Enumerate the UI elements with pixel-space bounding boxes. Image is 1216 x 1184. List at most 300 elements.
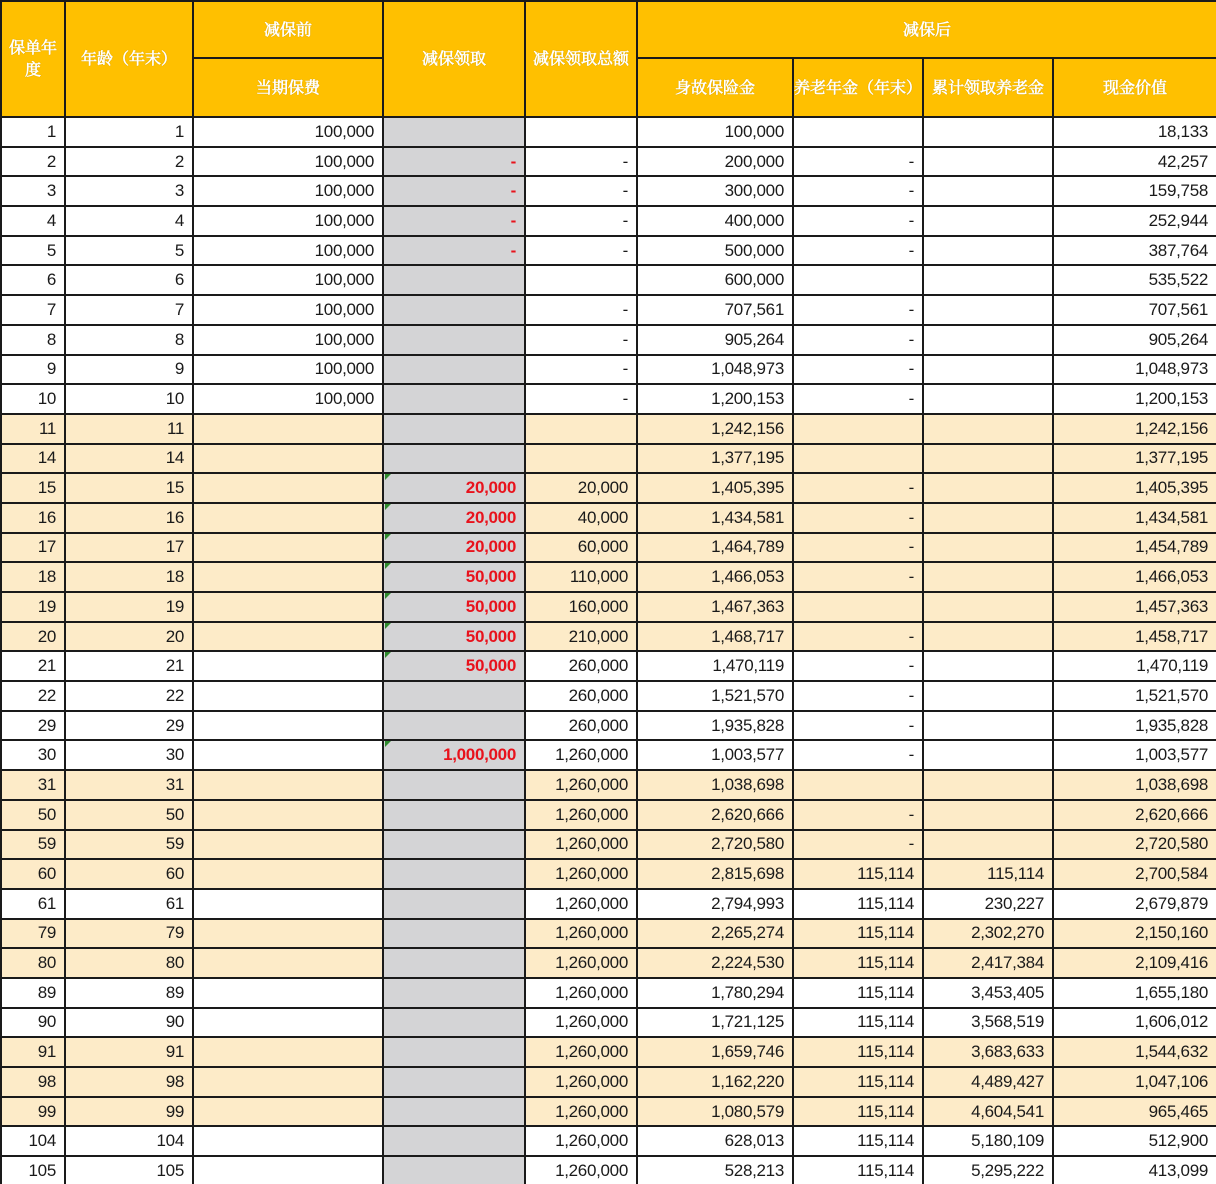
cell-cash-value-value: 1,048,973 — [1135, 359, 1209, 379]
cell-death-benefit — [637, 444, 793, 474]
cell-current-premium — [193, 711, 383, 741]
cell-cash-value — [1053, 503, 1216, 533]
cell-withdrawal-total — [525, 1037, 637, 1067]
cell-policy-year — [1, 265, 65, 295]
cell-policy-year — [1, 176, 65, 206]
cell-annuity-value: - — [908, 804, 914, 824]
table-body — [1, 117, 1216, 1184]
cell-death-benefit — [637, 978, 793, 1008]
cell-current-premium — [193, 503, 383, 533]
table-row — [1, 473, 1216, 503]
cell-withdrawal — [383, 948, 525, 978]
cell-policy-year — [1, 830, 65, 860]
cell-withdrawal-total-value: - — [622, 299, 628, 319]
cell-death-benefit — [637, 1156, 793, 1184]
cell-current-premium — [193, 889, 383, 919]
table-row — [1, 1037, 1216, 1067]
cell-cash-value-value: 1,003,577 — [1135, 745, 1209, 765]
cell-withdrawal-value: 50,000 — [465, 656, 516, 676]
cell-age-value: 98 — [165, 1071, 184, 1091]
cell-withdrawal-total — [525, 622, 637, 652]
cell-age — [65, 562, 193, 592]
cell-cumulative-annuity — [923, 711, 1053, 741]
cell-withdrawal-total-value: 1,260,000 — [555, 1042, 628, 1062]
cell-cumulative-annuity — [923, 117, 1053, 147]
cell-cumulative-annuity — [923, 1008, 1053, 1038]
cell-cash-value-value: 1,377,195 — [1135, 448, 1209, 468]
cell-cash-value — [1053, 622, 1216, 652]
cell-cash-value-value: 1,466,053 — [1135, 567, 1209, 587]
cell-policy-year-value: 91 — [37, 1042, 56, 1062]
cell-policy-year — [1, 1126, 65, 1156]
cell-death-benefit-value: 200,000 — [724, 151, 784, 171]
cell-cash-value — [1053, 1126, 1216, 1156]
cell-withdrawal — [383, 1008, 525, 1038]
cell-annuity-value: 115,114 — [857, 1160, 914, 1180]
cell-cash-value-value: 1,047,106 — [1135, 1071, 1209, 1091]
cell-cash-value — [1053, 325, 1216, 355]
cell-age-value: 29 — [165, 715, 184, 735]
cell-policy-year — [1, 444, 65, 474]
cell-annuity — [793, 1126, 923, 1156]
cell-cumulative-annuity — [923, 978, 1053, 1008]
cell-current-premium — [193, 681, 383, 711]
cell-cumulative-annuity — [923, 830, 1053, 860]
cell-policy-year — [1, 533, 65, 563]
cell-cash-value-value: 1,655,180 — [1135, 982, 1209, 1002]
header-before-group: 减保前 — [193, 1, 383, 58]
cell-withdrawal-total-value: - — [622, 151, 628, 171]
cell-death-benefit-value: 1,405,395 — [711, 478, 784, 498]
cell-policy-year-value: 60 — [37, 864, 56, 884]
cell-annuity — [793, 859, 923, 889]
cell-annuity — [793, 622, 923, 652]
cell-policy-year-value: 29 — [37, 715, 56, 735]
cell-cash-value — [1053, 592, 1216, 622]
cell-current-premium — [193, 265, 383, 295]
cell-withdrawal-total-value: 160,000 — [568, 596, 628, 616]
header-policy-year: 保单年度 — [1, 1, 65, 117]
cell-death-benefit — [637, 533, 793, 563]
cell-annuity-value: - — [908, 389, 914, 409]
cell-cumulative-annuity — [923, 681, 1053, 711]
cell-current-premium — [193, 414, 383, 444]
cell-policy-year — [1, 770, 65, 800]
cell-withdrawal-total — [525, 770, 637, 800]
cell-death-benefit — [637, 919, 793, 949]
cell-policy-year-value: 15 — [37, 478, 56, 498]
cell-death-benefit-value: 600,000 — [724, 270, 784, 290]
cell-cumulative-annuity-value: 5,295,222 — [971, 1160, 1044, 1180]
cell-cash-value — [1053, 355, 1216, 385]
comment-flag-icon — [385, 593, 391, 599]
cell-annuity — [793, 1037, 923, 1067]
cell-current-premium-value: 100,000 — [314, 181, 374, 201]
cell-age — [65, 414, 193, 444]
table-row — [1, 562, 1216, 592]
cell-annuity — [793, 265, 923, 295]
cell-withdrawal-total-value: 20,000 — [577, 478, 628, 498]
cell-withdrawal-total — [525, 1097, 637, 1127]
cell-death-benefit-value: 1,521,570 — [711, 685, 784, 705]
cell-cash-value — [1053, 889, 1216, 919]
cell-annuity-value: - — [908, 567, 914, 587]
cell-withdrawal-total — [525, 711, 637, 741]
cell-policy-year — [1, 325, 65, 355]
cell-policy-year-value: 18 — [37, 567, 56, 587]
cell-policy-year — [1, 740, 65, 770]
cell-death-benefit-value: 500,000 — [724, 240, 784, 260]
table-row — [1, 295, 1216, 325]
cell-annuity-value: - — [908, 685, 914, 705]
cell-withdrawal-total-value: 260,000 — [568, 715, 628, 735]
cell-current-premium-value: 100,000 — [314, 240, 374, 260]
table-row — [1, 1067, 1216, 1097]
cell-current-premium-value: 100,000 — [314, 299, 374, 319]
cell-death-benefit-value: 1,721,125 — [711, 1012, 784, 1032]
cell-current-premium — [193, 800, 383, 830]
cell-policy-year — [1, 206, 65, 236]
cell-current-premium — [193, 147, 383, 177]
cell-age-value: 60 — [165, 864, 184, 884]
cell-age-value: 7 — [174, 299, 184, 319]
cell-age — [65, 533, 193, 563]
cell-withdrawal-value: 20,000 — [465, 507, 516, 527]
cell-age-value: 3 — [174, 181, 184, 201]
cell-policy-year — [1, 473, 65, 503]
cell-cash-value-value: 1,935,828 — [1135, 715, 1209, 735]
cell-policy-year-value: 3 — [46, 181, 56, 201]
cell-annuity — [793, 414, 923, 444]
header-cumulative-annuity: 累计领取养老金 — [923, 58, 1053, 117]
cell-current-premium — [193, 740, 383, 770]
cell-policy-year-value: 104 — [28, 1131, 56, 1151]
cell-withdrawal-value: 1,000,000 — [443, 745, 516, 765]
cell-cumulative-annuity — [923, 236, 1053, 266]
cell-age-value: 99 — [165, 1101, 184, 1121]
cell-age-value: 11 — [166, 418, 184, 438]
cell-death-benefit — [637, 1126, 793, 1156]
cell-withdrawal-total — [525, 800, 637, 830]
cell-cash-value-value: 1,521,570 — [1135, 685, 1209, 705]
cell-annuity-value: 115,114 — [857, 982, 914, 1002]
cell-cumulative-annuity — [923, 592, 1053, 622]
cell-annuity-value: - — [908, 507, 914, 527]
comment-flag-icon — [385, 741, 391, 747]
table-row — [1, 622, 1216, 652]
cell-cash-value-value: 2,150,160 — [1135, 923, 1209, 943]
cell-withdrawal-total — [525, 206, 637, 236]
cell-cash-value — [1053, 948, 1216, 978]
cell-annuity-value: 115,114 — [857, 893, 914, 913]
cell-annuity — [793, 533, 923, 563]
cell-policy-year — [1, 236, 65, 266]
cell-annuity-value: - — [908, 745, 914, 765]
cell-policy-year — [1, 147, 65, 177]
cell-withdrawal-total — [525, 1008, 637, 1038]
cell-age-value: 61 — [165, 893, 184, 913]
cell-cash-value — [1053, 1037, 1216, 1067]
comment-flag-icon — [385, 474, 391, 480]
cell-death-benefit-value: 300,000 — [724, 181, 784, 201]
cell-cumulative-annuity — [923, 414, 1053, 444]
cell-withdrawal — [383, 503, 525, 533]
cell-annuity — [793, 1097, 923, 1127]
cell-withdrawal-total — [525, 562, 637, 592]
cell-withdrawal-total-value: 1,260,000 — [555, 893, 628, 913]
cell-cumulative-annuity — [923, 1037, 1053, 1067]
cell-death-benefit-value: 2,794,993 — [711, 893, 784, 913]
table-row — [1, 533, 1216, 563]
cell-cash-value-value: 2,679,879 — [1135, 893, 1209, 913]
cell-withdrawal-total-value: 1,260,000 — [555, 923, 628, 943]
cell-cumulative-annuity-value: 3,683,633 — [971, 1042, 1044, 1062]
cell-policy-year — [1, 414, 65, 444]
cell-withdrawal — [383, 355, 525, 385]
cell-withdrawal — [383, 414, 525, 444]
cell-withdrawal — [383, 473, 525, 503]
cell-current-premium — [193, 1156, 383, 1184]
cell-age — [65, 830, 193, 860]
cell-current-premium — [193, 919, 383, 949]
cell-cash-value-value: 1,434,581 — [1135, 507, 1209, 527]
cell-cumulative-annuity — [923, 770, 1053, 800]
comment-flag-icon — [385, 534, 391, 540]
cell-death-benefit-value: 100,000 — [724, 121, 784, 141]
cell-current-premium-value: 100,000 — [314, 210, 374, 230]
cell-policy-year-value: 22 — [37, 685, 56, 705]
cell-annuity-value: - — [908, 715, 914, 735]
cell-death-benefit-value: 1,470,119 — [712, 656, 784, 676]
table-row — [1, 978, 1216, 1008]
table-row — [1, 919, 1216, 949]
cell-death-benefit-value: 2,224,530 — [711, 953, 784, 973]
cell-withdrawal-total — [525, 147, 637, 177]
table-row — [1, 325, 1216, 355]
cell-policy-year-value: 99 — [37, 1101, 56, 1121]
cell-age-value: 91 — [165, 1042, 184, 1062]
cell-annuity — [793, 325, 923, 355]
cell-current-premium — [193, 948, 383, 978]
cell-withdrawal-total-value: 210,000 — [568, 626, 628, 646]
cell-withdrawal-total — [525, 295, 637, 325]
cell-annuity-value: - — [908, 626, 914, 646]
cell-policy-year — [1, 800, 65, 830]
cell-age-value: 59 — [165, 834, 184, 854]
table-row — [1, 265, 1216, 295]
cell-withdrawal — [383, 681, 525, 711]
table-row — [1, 711, 1216, 741]
cell-age-value: 21 — [165, 656, 184, 676]
cell-current-premium — [193, 206, 383, 236]
cell-age-value: 31 — [165, 774, 184, 794]
cell-annuity — [793, 236, 923, 266]
cell-death-benefit — [637, 295, 793, 325]
cell-annuity-value: - — [908, 537, 914, 557]
cell-death-benefit-value: 1,935,828 — [711, 715, 784, 735]
cell-withdrawal-total — [525, 444, 637, 474]
cell-annuity — [793, 295, 923, 325]
cell-death-benefit-value: 2,620,666 — [711, 804, 784, 824]
cell-current-premium — [193, 1008, 383, 1038]
cell-cash-value — [1053, 117, 1216, 147]
cell-withdrawal-total-value: 1,260,000 — [555, 774, 628, 794]
cell-death-benefit — [637, 562, 793, 592]
cell-age — [65, 919, 193, 949]
cell-cumulative-annuity — [923, 473, 1053, 503]
cell-current-premium-value: 100,000 — [314, 270, 374, 290]
cell-annuity-value: 115,114 — [857, 864, 914, 884]
cell-annuity-value: 115,114 — [857, 953, 914, 973]
cell-withdrawal-total-value: 1,260,000 — [555, 804, 628, 824]
cell-policy-year-value: 61 — [37, 893, 56, 913]
cell-annuity-value: 115,114 — [857, 923, 914, 943]
cell-age — [65, 978, 193, 1008]
cell-annuity — [793, 1156, 923, 1184]
cell-age — [65, 740, 193, 770]
cell-policy-year-value: 50 — [37, 804, 56, 824]
cell-cash-value — [1053, 1067, 1216, 1097]
cell-policy-year-value: 59 — [37, 834, 56, 854]
cell-cash-value — [1053, 711, 1216, 741]
cell-policy-year — [1, 919, 65, 949]
cell-cash-value — [1053, 562, 1216, 592]
cell-policy-year-value: 2 — [46, 151, 56, 171]
cell-cash-value-value: 1,457,363 — [1135, 596, 1209, 616]
cell-withdrawal-total-value: - — [622, 210, 628, 230]
cell-cumulative-annuity-value: 230,227 — [984, 893, 1044, 913]
cell-annuity-value: - — [908, 329, 914, 349]
cell-policy-year — [1, 681, 65, 711]
cell-withdrawal-total-value: - — [622, 181, 628, 201]
cell-age-value: 22 — [165, 685, 184, 705]
comment-flag-icon — [385, 504, 391, 510]
header-current-premium: 当期保费 — [193, 58, 383, 117]
cell-withdrawal — [383, 770, 525, 800]
cell-withdrawal-value: 50,000 — [465, 626, 516, 646]
cell-age — [65, 651, 193, 681]
cell-age — [65, 948, 193, 978]
cell-current-premium-value: 100,000 — [314, 151, 374, 171]
cell-cumulative-annuity — [923, 1067, 1053, 1097]
cell-annuity — [793, 651, 923, 681]
cell-annuity — [793, 444, 923, 474]
cell-current-premium — [193, 1126, 383, 1156]
cell-cumulative-annuity — [923, 325, 1053, 355]
cell-age-value: 1 — [174, 121, 184, 141]
cell-age-value: 18 — [165, 567, 184, 587]
cell-annuity — [793, 919, 923, 949]
cell-withdrawal — [383, 740, 525, 770]
cell-cash-value — [1053, 1156, 1216, 1184]
cell-cash-value-value: 252,944 — [1148, 210, 1209, 230]
cell-policy-year — [1, 503, 65, 533]
cell-age — [65, 325, 193, 355]
cell-withdrawal-value: - — [510, 240, 516, 260]
cell-cumulative-annuity — [923, 889, 1053, 919]
cell-annuity-value: - — [908, 478, 914, 498]
cell-cumulative-annuity — [923, 800, 1053, 830]
cell-current-premium — [193, 355, 383, 385]
cell-age — [65, 117, 193, 147]
cell-policy-year-value: 11 — [38, 418, 56, 438]
cell-withdrawal-total — [525, 681, 637, 711]
cell-withdrawal-total-value: - — [622, 329, 628, 349]
cell-withdrawal-total — [525, 889, 637, 919]
table-row — [1, 444, 1216, 474]
cell-death-benefit — [637, 117, 793, 147]
table-row — [1, 147, 1216, 177]
cell-cash-value — [1053, 444, 1216, 474]
cell-cash-value-value: 42,257 — [1157, 151, 1209, 171]
cell-age — [65, 770, 193, 800]
cell-death-benefit-value: 400,000 — [724, 210, 784, 230]
table-row — [1, 800, 1216, 830]
cell-death-benefit — [637, 859, 793, 889]
cell-policy-year-value: 19 — [37, 596, 56, 616]
cell-death-benefit — [637, 176, 793, 206]
cell-cash-value-value: 965,465 — [1148, 1101, 1209, 1121]
cell-cash-value-value: 905,264 — [1148, 329, 1209, 349]
cell-age — [65, 622, 193, 652]
cell-age — [65, 236, 193, 266]
comment-flag-icon — [385, 623, 391, 629]
cell-death-benefit — [637, 473, 793, 503]
cell-current-premium-value: 100,000 — [314, 329, 374, 349]
cell-withdrawal — [383, 889, 525, 919]
cell-death-benefit-value: 2,815,698 — [711, 864, 784, 884]
cell-cash-value — [1053, 681, 1216, 711]
cell-cash-value — [1053, 533, 1216, 563]
cell-death-benefit-value: 1,003,577 — [711, 745, 784, 765]
cell-cash-value-value: 535,522 — [1148, 270, 1209, 290]
cell-death-benefit-value: 1,780,294 — [711, 982, 784, 1002]
cell-withdrawal — [383, 1156, 525, 1184]
cell-current-premium — [193, 473, 383, 503]
cell-annuity — [793, 948, 923, 978]
cell-age — [65, 711, 193, 741]
cell-annuity-value: 115,114 — [857, 1071, 914, 1091]
table-row — [1, 176, 1216, 206]
cell-current-premium — [193, 384, 383, 414]
cell-age — [65, 384, 193, 414]
cell-withdrawal-total-value: 1,260,000 — [555, 953, 628, 973]
cell-current-premium — [193, 117, 383, 147]
table-row — [1, 889, 1216, 919]
cell-cumulative-annuity — [923, 622, 1053, 652]
cell-age — [65, 1067, 193, 1097]
cell-withdrawal-total-value: 1,260,000 — [555, 1101, 628, 1121]
table-row — [1, 651, 1216, 681]
cell-current-premium — [193, 622, 383, 652]
cell-death-benefit — [637, 265, 793, 295]
cell-cash-value-value: 512,900 — [1148, 1131, 1209, 1151]
cell-annuity — [793, 562, 923, 592]
cell-cash-value-value: 1,470,119 — [1136, 656, 1209, 676]
cell-age — [65, 147, 193, 177]
cell-withdrawal-total — [525, 1126, 637, 1156]
cell-current-premium — [193, 176, 383, 206]
cell-age — [65, 444, 193, 474]
cell-withdrawal-total-value: 1,260,000 — [555, 834, 628, 854]
cell-withdrawal-total-value: 1,260,000 — [555, 1071, 628, 1091]
cell-cash-value — [1053, 265, 1216, 295]
cell-cumulative-annuity-value: 115,114 — [987, 864, 1044, 884]
cell-withdrawal-total — [525, 740, 637, 770]
cell-withdrawal-total — [525, 1067, 637, 1097]
cell-cash-value — [1053, 1097, 1216, 1127]
cell-age-value: 17 — [165, 537, 184, 557]
